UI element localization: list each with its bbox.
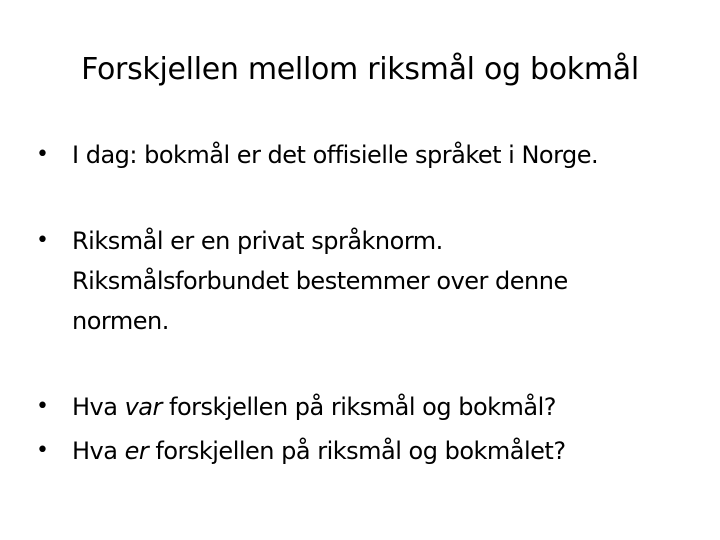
bullet-icon: • — [36, 228, 49, 253]
bullet-item-4 — [36, 431, 676, 471]
bullet-item-1 — [36, 135, 676, 175]
bullet-item-3 — [36, 387, 676, 427]
bullet-line: normen. — [72, 307, 169, 335]
bullet-prefix: Hva — [72, 393, 125, 421]
bullet-line: Riksmålsforbundet bestemmer over denne — [72, 267, 568, 295]
bullet-line: Riksmål er en privat språknorm. — [72, 227, 443, 255]
bullet-emphasis: var — [124, 393, 162, 421]
bullet-suffix: forskjellen på riksmål og bokmål? — [161, 393, 557, 421]
bullet-text: I dag: bokmål er det offisielle språket i Norge. — [72, 141, 599, 169]
bullet-text — [72, 221, 662, 341]
bullet-item-2 — [36, 221, 676, 341]
bullet-text — [72, 431, 662, 471]
bullet-suffix: forskjellen på riksmål og bokmålet? — [148, 437, 566, 465]
bullet-icon: • — [36, 394, 49, 419]
bullet-icon: • — [36, 438, 49, 463]
bullet-prefix: Hva — [72, 437, 125, 465]
bullet-text — [72, 387, 662, 427]
slide-title: Forskjellen mellom riksmål og bokmål — [81, 52, 639, 87]
bullet-icon: • — [36, 142, 49, 167]
bullet-emphasis: er — [124, 437, 149, 465]
